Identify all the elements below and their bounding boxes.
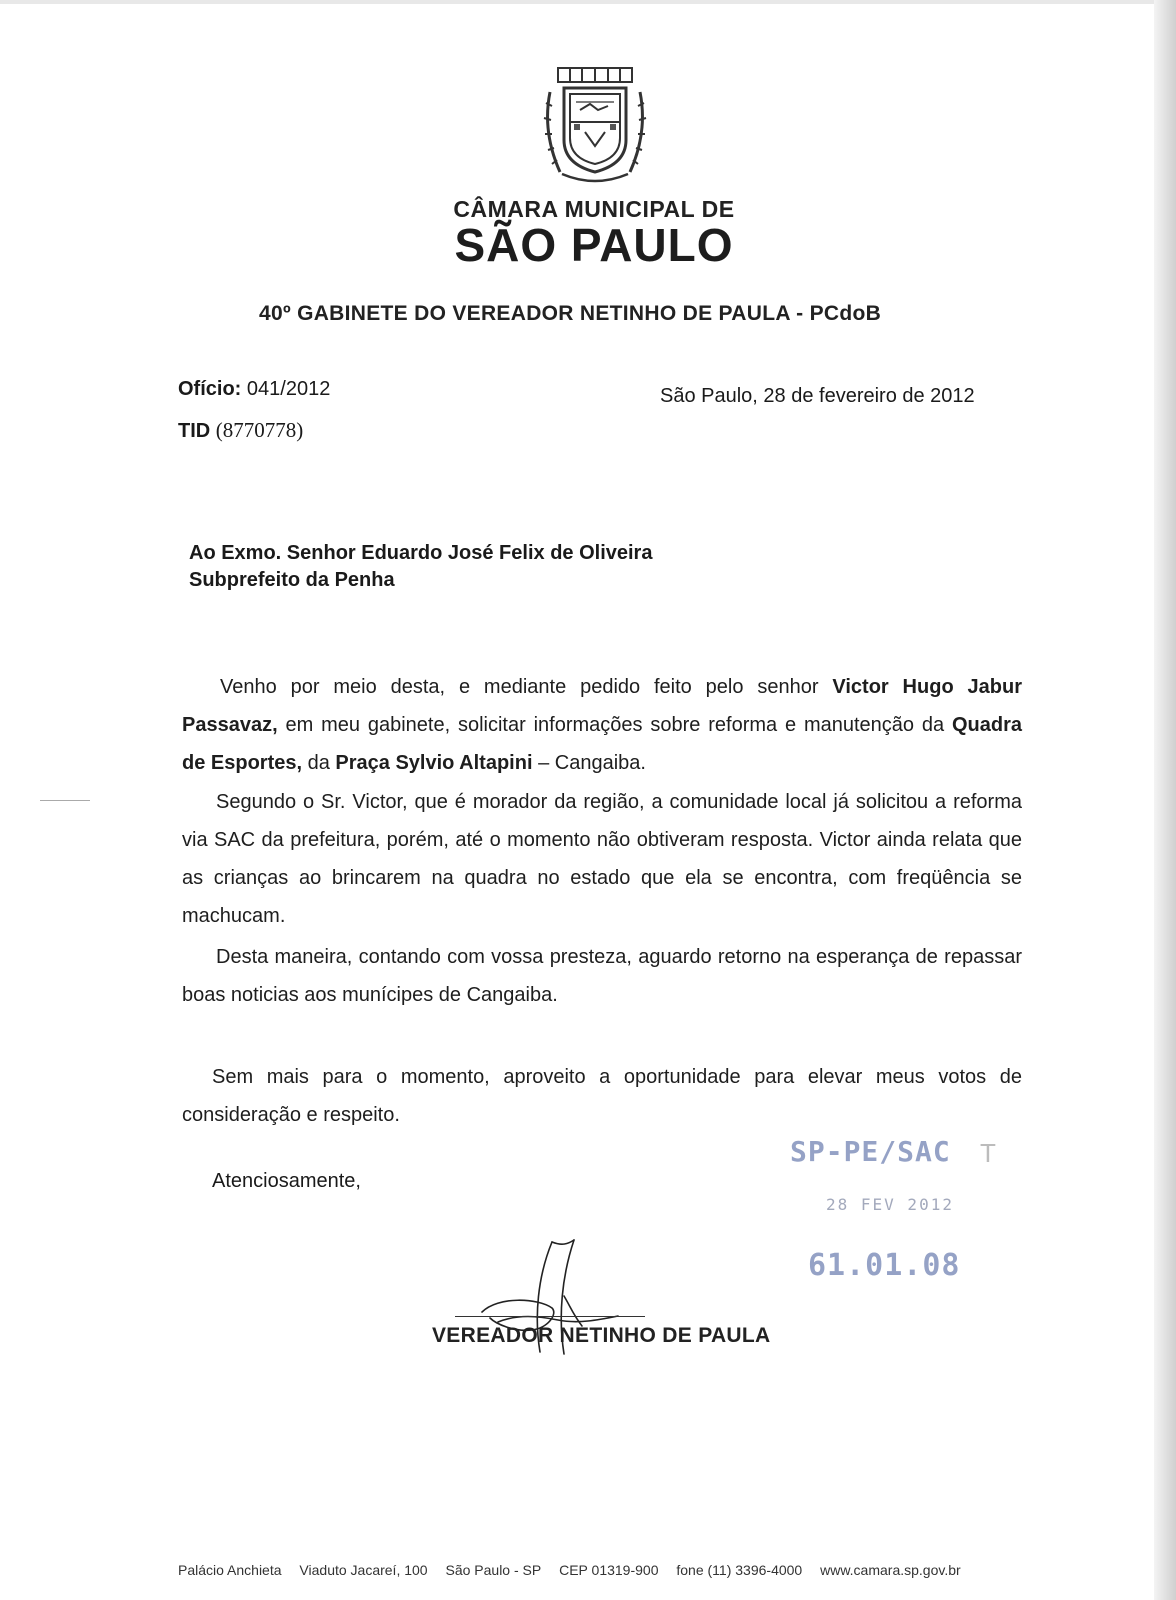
letter-date: São Paulo, 28 de fevereiro de 2012 (660, 385, 975, 407)
scan-top-edge (0, 0, 1176, 4)
oficio-label: Ofício: (178, 378, 242, 400)
institution-name-line1: CÂMARA MUNICIPAL DE (453, 196, 735, 222)
p1-text-d: – Cangaiba. (532, 752, 646, 774)
p1-place-court: Quadra de Esportes, (182, 714, 1022, 774)
body-paragraph-1 (182, 668, 1022, 782)
tid-label: TID (178, 420, 211, 442)
body-paragraph-3: Desta maneira, contando com vossa presteza, aguardo retorno na esperança de repassar boas noticias aos munícipes de Cangaiba. (182, 946, 1022, 1006)
p1-requester-name: Victor Hugo Jabur Passavaz, (182, 676, 1022, 736)
addressee-block (189, 540, 652, 594)
oficio-reference (178, 378, 330, 401)
footer-website: www.camara.sp.gov.br (820, 1562, 961, 1578)
receipt-stamp-office: SP-PE/SAC (790, 1135, 951, 1168)
p1-text-a: Venho por meio desta, e mediante pedido feito pelo senhor (220, 676, 833, 698)
footer-phone: fone (11) 3396-4000 (676, 1562, 803, 1578)
footer-address (178, 1562, 975, 1578)
margin-mark (40, 800, 90, 801)
receipt-stamp-code: 61.01.08 (808, 1248, 961, 1283)
office-heading: 40º GABINETE DO VEREADOR NETINHO DE PAULA - PCdoB (259, 302, 882, 325)
institution-name-line2: SÃO PAULO (454, 219, 734, 271)
p1-place-square: Praça Sylvio Altapini (335, 752, 533, 774)
tid-reference (178, 418, 303, 443)
p1-text-b: em meu gabinete, solicitar informações sobre reforma e manutenção da (277, 714, 952, 736)
body-paragraph-4: Sem mais para o momento, aproveito a oportunidade para elevar meus votos de consideração e respeito. (182, 1066, 1022, 1126)
closing-salutation: Atenciosamente, (212, 1170, 361, 1192)
receipt-stamp-mark: T (980, 1138, 996, 1168)
signer-name: VEREADOR NETINHO DE PAULA (432, 1324, 771, 1347)
addressee-title: Subprefeito da Penha (189, 569, 395, 591)
p1-text-c: da (302, 752, 336, 774)
tid-number: (8770778) (215, 418, 304, 442)
footer-cep: CEP 01319-900 (559, 1562, 659, 1578)
receipt-stamp-date: 28 FEV 2012 (826, 1195, 954, 1214)
footer-building: Palácio Anchieta (178, 1562, 282, 1578)
oficio-number: 041/2012 (246, 378, 331, 400)
footer-city: São Paulo - SP (445, 1562, 542, 1578)
body-paragraph-2: Segundo o Sr. Victor, que é morador da região, a comunidade local já solicitou a reforma via SAC da prefeitura, porém, até o momento não obtiveram resposta. Victor ainda relata que as crianças ao brincarem na quadra no estado que ela se encontra, com freqüência se machucam. (182, 791, 1022, 927)
footer-street: Viaduto Jacareí, 100 (299, 1562, 428, 1578)
signature-line (455, 1316, 645, 1317)
coat-of-arms-icon (540, 62, 650, 197)
addressee-name: Ao Exmo. Senhor Eduardo José Felix de Oliveira (189, 542, 653, 564)
